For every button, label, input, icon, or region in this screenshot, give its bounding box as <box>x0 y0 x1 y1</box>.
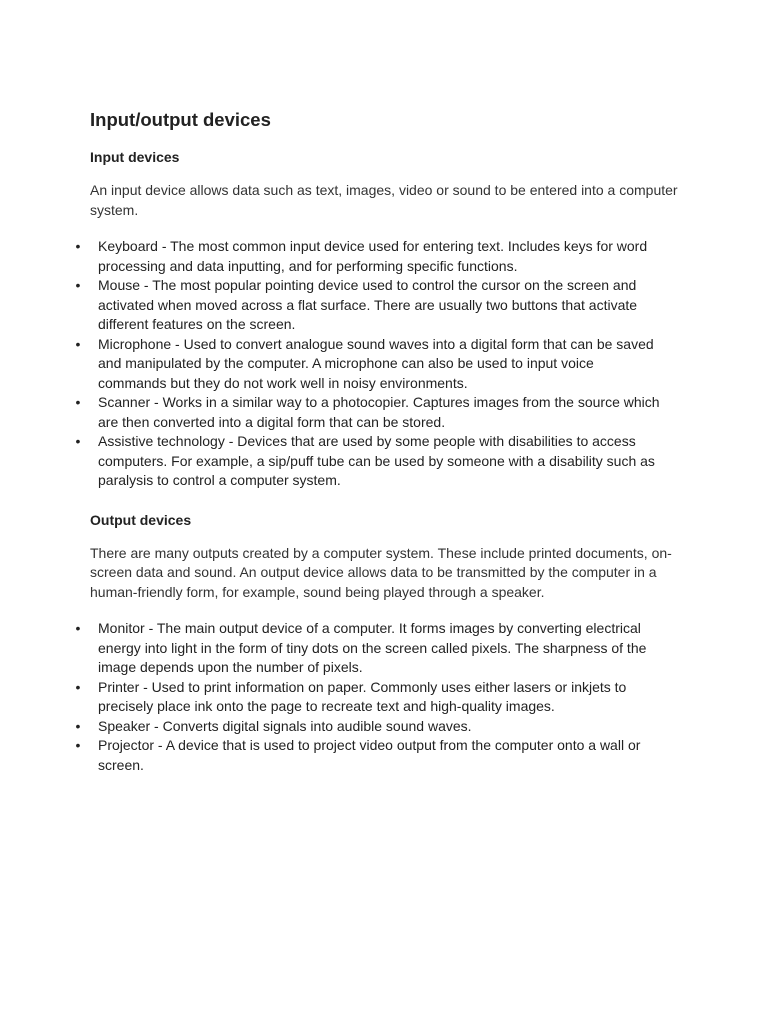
bullet-icon: • <box>75 277 81 293</box>
output-devices-heading: Output devices <box>90 511 192 528</box>
bullet-icon: • <box>75 717 81 734</box>
list-item <box>72 393 660 432</box>
bullet-icon: • <box>75 335 81 352</box>
list-item <box>72 432 660 491</box>
list-item-text: Mouse - The most popular pointing device used to control the cursor on the screen and activated when moved across a flat surface. There are usually two buttons that activate different features on the screen. <box>98 277 638 332</box>
bullet-icon: • <box>75 238 81 254</box>
list-item-text: Keyboard - The most common input device used for entering text. Includes keys for word processing and data inputting, and for performing specific functions. <box>98 238 648 274</box>
bullet-icon: • <box>75 394 81 410</box>
list-item <box>72 335 660 394</box>
list-item <box>72 237 660 276</box>
list-item <box>72 619 660 678</box>
list-item-text: Printer - Used to print information on paper. Commonly uses either lasers or inkjets to precisely place ink onto the page to recreate text and high-quality images. <box>98 678 627 714</box>
page-title: Input/output devices <box>90 109 271 130</box>
bullet-icon: • <box>75 678 81 695</box>
list-item-text: Assistive technology - Devices that are used by some people with disabilities to access computers. For example, a sip/puff tube can be used by someone with a disability such as paralysis to control a computer system. <box>98 433 655 488</box>
input-devices-intro: An input device allows data such as text, images, video or sound to be entered into a computer system. <box>90 182 678 218</box>
list-item <box>72 678 660 717</box>
output-devices-intro: There are many outputs created by a computer system. These include printed documents, on-screen data and sound. An output device allows data to be transmitted by the computer in a human-friendly form, for example, sound being played through a speaker. <box>90 544 672 600</box>
list-item <box>72 736 660 775</box>
document-body <box>75 108 690 775</box>
list-item-text: Speaker - Converts digital signals into audible sound waves. <box>98 717 472 734</box>
list-item-text: Projector - A device that is used to project video output from the computer onto a wall or screen. <box>98 737 641 773</box>
list-item-text: Microphone - Used to convert analogue sound waves into a digital form that can be saved and manipulated by the computer. A microphone can also be used to input voice commands but they do not work well in noisy environments. <box>98 335 654 391</box>
list-item <box>72 276 660 335</box>
bullet-icon: • <box>75 737 81 753</box>
bullet-icon: • <box>75 620 81 636</box>
bullet-icon: • <box>75 433 81 449</box>
output-devices-list <box>72 619 660 775</box>
input-devices-heading: Input devices <box>90 149 180 165</box>
list-item-text: Monitor - The main output device of a computer. It forms images by converting electrical energy into light in the form of tiny dots on the screen called pixels. The sharpness of the image depends upon the number of pixels. <box>98 620 647 675</box>
list-item-text: Scanner - Works in a similar way to a photocopier. Captures images from the source which are then converted into a digital form that can be stored. <box>98 394 660 430</box>
input-devices-list <box>72 237 660 491</box>
list-item <box>72 717 660 737</box>
